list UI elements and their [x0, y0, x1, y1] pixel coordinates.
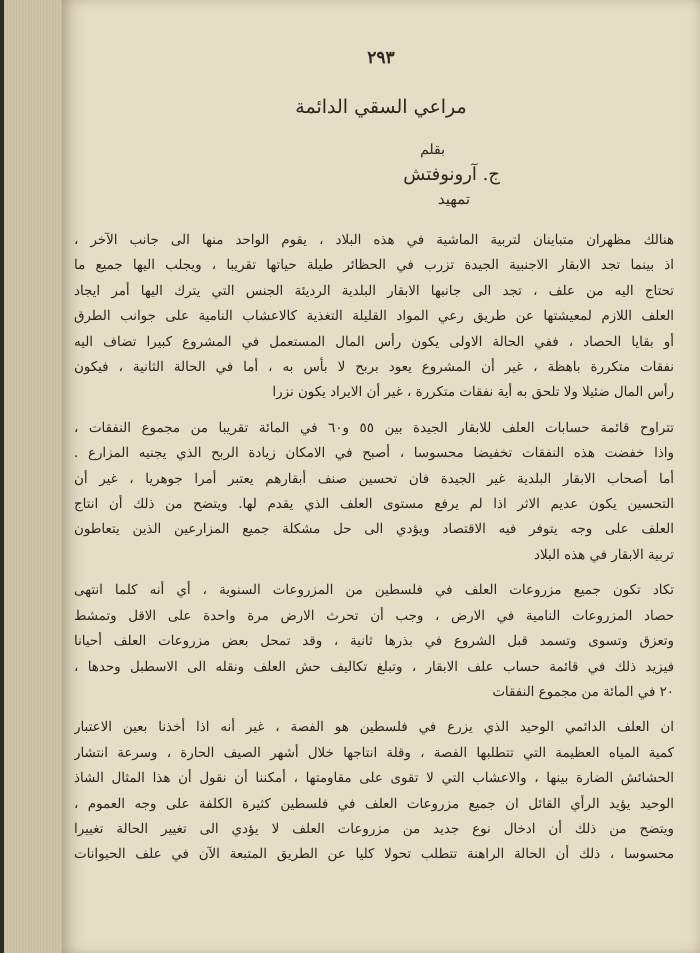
text-line: تتراوح قائمة حسابات العلف للابقار الجيدة بين ٥٥ و٦٠ في المائة تقريبا من مجموع النفقات ، [74, 420, 674, 436]
paragraph-2 [74, 416, 674, 568]
text-line: ويتضح من ذلك أن ادخال نوع جديد من مزروعات العلف لا يؤدي الى تغيير الحالة تغييرا [74, 821, 674, 837]
text-line: كمية المياه العظيمة التي تتطلبها الفصة ، وقلة انتاجها خلال أشهر الصيف الحارة ، وسرعة انتشار [74, 745, 674, 761]
text-line: واذا خفضت هذه النفقات تخفيضا محسوسا ، أصبح في الامكان زيادة الربح الذي يجنيه المزارع . [74, 446, 674, 462]
page-edges [4, 0, 65, 953]
article-title: مراعي السقي الدائمة [295, 96, 467, 118]
text-line: العلف اللازم لمعيشتها عن طريق رعي المواد القليلة التغذية كالاعشاب النامية على جوانب الطرق [74, 309, 674, 325]
text-line: تكاد تكون جميع مزروعات العلف في فلسطين من المزروعات السنوية ، أي أنه كلما انتهى [74, 583, 674, 599]
text-line: وتعزق وتسوى وتسمد قبل الشروع في بذرها ثانية ، وقد تمحل بعض مزروعات العلف أحيانا [74, 634, 674, 650]
text-line: ٢٠ في المائة من مجموع النفقات [492, 684, 674, 700]
text-line: الوحيد يؤيد الرأي القائل ان جميع مزروعات العلف في فلسطين كثيرة الكلفة على وجه العموم ، [74, 796, 674, 812]
author-name: ج. آرونوفتش [403, 164, 500, 185]
byline-label: بقلم [420, 142, 445, 158]
text-line: الحشائش الضارة بينها ، والاعشاب التي لا تقوى على مقاومتها ، أمكننا أن نقول أن هذا المثال الشاذ [74, 771, 674, 787]
text-line: رأس المال ضئيلا ولا تلحق به أية نفقات متكررة ، غير أن الايراد يكون نزرا [272, 385, 674, 401]
text-line: تحتاج اليه من علف ، تجد الى جانبها الابقار البلدية الرديئة الجنس التي يترك اليها أمر ايجاد [74, 283, 674, 299]
text-line: أما أصحاب الابقار البلدية غير الجيدة فان تحسين صنف أبقارهم يعتبر أمرا جوهريا ، غير أن [74, 471, 674, 487]
paragraph-1 [74, 228, 674, 406]
text-line: العلف على وجه يتوفر فيه الاقتصاد ويؤدي الى حل مشكلة جميع المزارعين الذين يتعاطون [74, 522, 674, 538]
text-line: تربية الابقار في هذه البلاد [534, 547, 674, 563]
text-line: محسوسا ، ذلك أن الحالة الراهنة تتطلب تحولا كليا عن الطريق المتبعة الآن في علف الحيوانات [74, 847, 674, 863]
section-heading: تمهيد [437, 190, 470, 208]
text-line: فيزيد ذلك في قائمة حساب علف الابقار ، وتبلغ تكاليف حش العلف ونقله الى الاسطبل وحدها ، [74, 659, 674, 675]
paragraph-3 [74, 578, 674, 705]
paragraph-4 [74, 715, 674, 867]
page-number: ٢٩٣ [367, 48, 395, 68]
text-line: حصاد المزروعات النامية في الارض ، وجب أن تحرث الارض مرة واحدة على الاقل وتمشط [74, 608, 674, 624]
text-line: نفقات متكررة باهظة ، غير أن المشروع يعود بربح لا بأس به ، أما في الحالة الثانية ، فيكون [74, 360, 674, 376]
book-page [62, 0, 700, 953]
text-line: اذ بينما تجد الابقار الاجنبية الجيدة تزرب في الحظائر طيلة حياتها تقريبا ، ويجلب اليها جميع ما [74, 258, 674, 274]
text-line: ان العلف الدائمي الوحيد الذي يزرع في فلسطين هو الفصة ، غير أنه اذا أخذنا بعين الاعتبار [74, 720, 674, 736]
text-line: هنالك مظهران متباينان لتربية الماشية في هذه البلاد ، يقوم الواحد منها الى جانب الآخر ، [74, 233, 674, 248]
article-body [74, 228, 674, 878]
text-line: أو بقايا الحصاد ، ففي الحالة الاولى يكون رأس المال المستعمل في المشروع كبيرا تضاف اليه [74, 334, 674, 350]
text-line: التحسين يكون عديم الاثر اذا لم يرفع مستوى العلف الذي يقدم لها. ويتضح من ذلك أن انتاج [74, 497, 674, 513]
